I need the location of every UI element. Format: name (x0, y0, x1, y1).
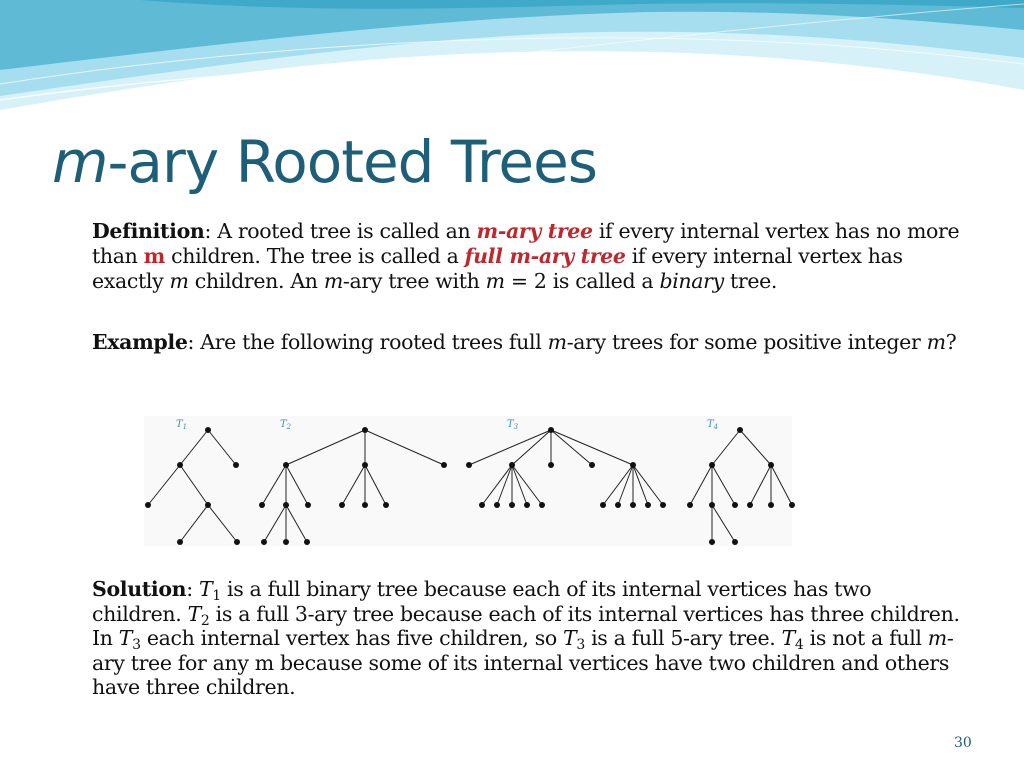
page-number: 30 (954, 735, 972, 751)
tree-vertex (233, 462, 239, 468)
tree-vertex (205, 502, 211, 508)
definition-text: tree. (723, 269, 778, 293)
tree-vertex (548, 462, 554, 468)
solution-text: -ary tree for any m because some of its internal vertices have two children and others have three children. (92, 626, 954, 699)
tree-vertex (466, 462, 472, 468)
tree-vertex (305, 502, 311, 508)
tree-vertex (709, 539, 715, 545)
solution-text: : (186, 577, 199, 601)
tree-vertex (600, 502, 606, 508)
tree-vertex (645, 502, 651, 508)
subscript: 1 (212, 588, 221, 604)
tree-vertex (441, 462, 447, 468)
tree-vertex (709, 502, 715, 508)
definition-text: = 2 is called a (504, 269, 660, 293)
tree-vertex (362, 502, 368, 508)
definition-text: -ary tree with (342, 269, 486, 293)
definition-text: if every internal vertex has exactly (92, 244, 903, 293)
var-T: T (563, 626, 577, 650)
solution-text: is not a full (803, 626, 928, 650)
tree-vertex (737, 427, 743, 433)
tree-vertex (509, 502, 515, 508)
tree-vertex (383, 502, 389, 508)
title-text: -ary Rooted Trees (107, 128, 597, 196)
tree-vertex (362, 427, 368, 433)
solution-text: is a full binary tree because each of its internal vertices has two children. (92, 577, 872, 626)
tree-vertex (630, 462, 636, 468)
definition-text: children. An (188, 269, 324, 293)
tree-vertex (732, 502, 738, 508)
var-T: T (781, 626, 795, 650)
solution-paragraph (92, 577, 962, 700)
tree-vertex (768, 462, 774, 468)
tree-vertex (283, 502, 289, 508)
definition-text: children. The tree is called a (164, 244, 465, 268)
tree-vertex (259, 502, 265, 508)
tree-vertex (304, 539, 310, 545)
example-text: ? (945, 330, 957, 354)
tree-vertex (660, 502, 666, 508)
subscript: 3 (576, 637, 585, 653)
header-wave-decoration (0, 0, 1024, 130)
tree-vertex (747, 502, 753, 508)
definition-paragraph (92, 219, 962, 294)
example-text: : Are the following rooted trees full (187, 330, 548, 354)
var-T: T (187, 601, 201, 626)
var-m: m (485, 269, 505, 293)
tree-vertex (524, 502, 530, 508)
tree-label: $T_2$ (280, 419, 292, 431)
tree-vertex (177, 539, 183, 545)
tree-vertex (768, 502, 774, 508)
term-binary: binary (659, 269, 724, 293)
tree-vertex (615, 502, 621, 508)
solution-text: is a full 3-ary tree because each of its internal vertices has three children. In (92, 601, 960, 650)
solution-label: Solution (92, 577, 187, 601)
tree-vertex (234, 539, 240, 545)
solution-text: each internal vertex has five children, so (140, 626, 564, 650)
title-variable: m (52, 128, 108, 196)
tree-vertex (539, 502, 545, 508)
var-m: m (927, 626, 947, 650)
tree-label: $T_3$ (507, 419, 519, 431)
tree-vertex (339, 502, 345, 508)
figure-background (144, 416, 792, 546)
var-T: T (198, 577, 213, 601)
var-m: m (169, 269, 189, 293)
term-full-m-ary-tree: full m-ary tree (464, 244, 626, 268)
var-m: m (323, 269, 343, 293)
tree-vertex (362, 462, 368, 468)
var-m: m (547, 330, 567, 354)
term-m: m (143, 244, 165, 268)
tree-vertex (589, 462, 595, 468)
tree-vertex (261, 539, 267, 545)
tree-vertex (494, 502, 500, 508)
tree-vertex (687, 502, 693, 508)
trees-figure (140, 412, 795, 552)
tree-vertex (548, 427, 554, 433)
example-text: -ary trees for some positive integer (566, 330, 927, 354)
tree-vertex (283, 539, 289, 545)
tree-vertex (630, 502, 636, 508)
tree-label: $T_4$ (707, 419, 719, 431)
term-m-ary-tree: m-ary tree (476, 219, 593, 243)
tree-label: $T_1$ (176, 419, 188, 431)
var-m: m (926, 330, 946, 354)
subscript: 2 (200, 612, 210, 629)
tree-vertex (709, 462, 715, 468)
tree-vertex (732, 539, 738, 545)
subscript: 3 (132, 637, 141, 653)
tree-vertex (177, 462, 183, 468)
solution-text: is a full 5-ary tree. (584, 626, 782, 650)
tree-vertex (283, 462, 289, 468)
tree-vertex (145, 502, 151, 508)
tree-vertex (509, 462, 515, 468)
definition-label: Definition (92, 219, 205, 243)
tree-vertex (479, 502, 485, 508)
example-paragraph (92, 330, 962, 355)
subscript: 4 (794, 637, 804, 653)
example-label: Example (92, 330, 188, 354)
page-title (52, 128, 597, 196)
var-T: T (118, 626, 133, 650)
definition-text: if every internal vertex has no more than (92, 219, 960, 268)
tree-vertex (789, 502, 795, 508)
definition-text: : A rooted tree is called an (204, 219, 477, 243)
tree-vertex (205, 427, 211, 433)
